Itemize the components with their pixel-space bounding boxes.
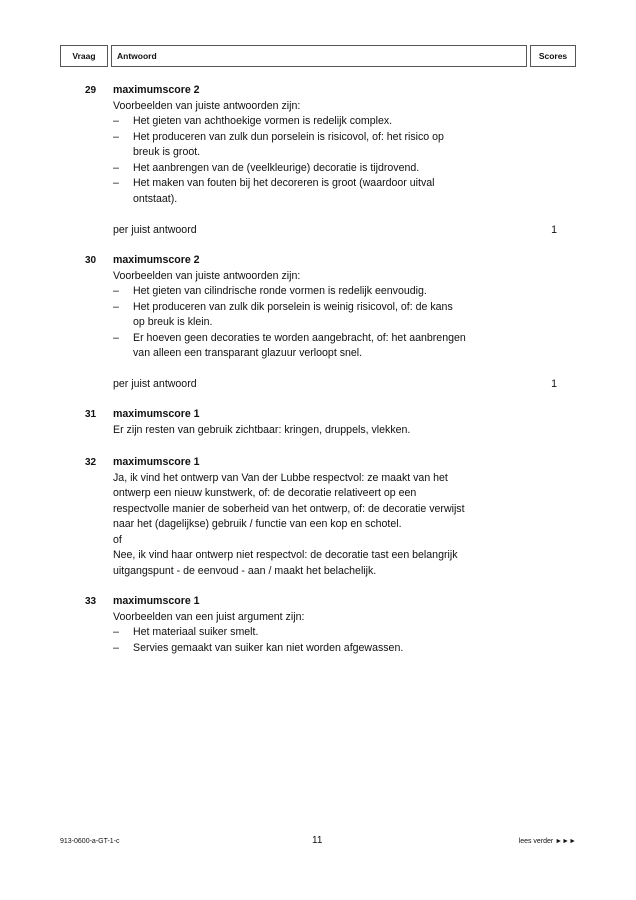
header-vraag: Vraag: [60, 45, 108, 67]
question-number: 30: [85, 255, 97, 266]
answer-line: respectvolle manier de soberheid van het ontwerp, of: de decoratie verwijst: [113, 502, 465, 515]
header-antwoord: Antwoord: [111, 45, 527, 67]
header-scores: Scores: [530, 45, 576, 67]
score-row: [113, 377, 557, 393]
question-number: 32: [85, 457, 97, 468]
answer-line: uitgangspunt - de eenvoud - aan / maakt het belachelijk.: [113, 564, 377, 577]
answer-line: naar het (dagelijkse) gebruik / functie van een kop en schotel.: [113, 518, 402, 530]
list-item: – Het materiaal suiker smelt.: [113, 626, 259, 638]
question-title: maximumscore 2: [113, 254, 200, 266]
list-item: – Het gieten van cilindrische ronde vormen is redelijk eenvoudig.: [113, 285, 427, 297]
question-intro: Voorbeelden van een juist argument zijn:: [113, 610, 305, 623]
question-number: 31: [85, 409, 97, 420]
list-item: – Het maken van fouten bij het decoreren is groot (waardoor uitval ontstaat).: [113, 177, 435, 205]
footer-next: lees verder ►►►: [518, 838, 576, 845]
answer-line: of: [113, 533, 122, 546]
question-title: maximumscore 1: [113, 408, 200, 420]
question-intro: Voorbeelden van juiste antwoorden zijn:: [113, 269, 301, 282]
list-item: – Het gieten van achthoekige vormen is redelijk complex.: [113, 115, 393, 127]
score-label: per juist antwoord: [113, 378, 197, 390]
list-item: – Het produceren van zulk dik porselein is weinig risicovol, of: de kans op breuk is klein.: [113, 300, 453, 328]
answer-line: Nee, ik vind haar ontwerp niet respectvol: de decoratie tast een belangrijk: [113, 549, 458, 561]
question-title: maximumscore 2: [113, 84, 200, 96]
score-value: 1: [551, 223, 557, 236]
question-number: 29: [85, 85, 97, 96]
page-number: 11: [312, 835, 323, 846]
footer-code: 913-0600-a-GT-1-c: [60, 838, 120, 845]
list-item: – Het produceren van zulk dun porselein is risicovol, of: het risico op breuk is groot.: [113, 130, 444, 158]
answer-line: Er zijn resten van gebruik zichtbaar: kringen, druppels, vlekken.: [113, 423, 411, 436]
list-item: – Er hoeven geen decoraties te worden aangebracht, of: het aanbrengen van alleen een transparant glazuur verloopt snel.: [113, 331, 466, 359]
answer-line: ontwerp een nieuw kunstwerk, of: de decoratie relativeert op een: [113, 487, 417, 499]
score-label: per juist antwoord: [113, 223, 197, 236]
list-item: – Het aanbrengen van de (veelkleurige) decoratie is tijdrovend.: [113, 161, 420, 174]
question-title: maximumscore 1: [113, 456, 200, 468]
score-row: [113, 223, 557, 239]
list-item: – Servies gemaakt van suiker kan niet worden afgewassen.: [113, 641, 404, 654]
answer-line: Ja, ik vind het ontwerp van Van der Lubbe respectvol: ze maakt van het: [113, 471, 448, 484]
question-intro: Voorbeelden van juiste antwoorden zijn:: [113, 99, 301, 112]
question-title: maximumscore 1: [113, 595, 200, 607]
question-number: 33: [85, 596, 97, 607]
score-value: 1: [551, 378, 557, 390]
